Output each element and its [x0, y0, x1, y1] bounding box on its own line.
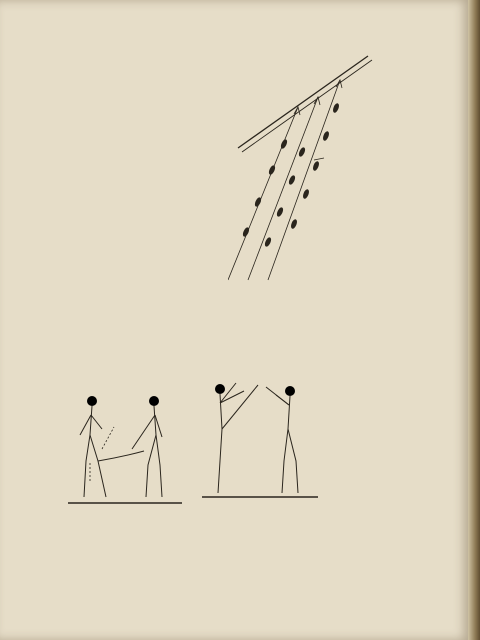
figure-6-diagram: [228, 52, 378, 292]
arrowhead-b: [314, 97, 320, 105]
figure-7-illustration: [62, 365, 322, 525]
bel-pointer: [314, 158, 324, 160]
panel-2-person-b: [266, 386, 298, 493]
bar-line-1: [238, 56, 368, 148]
book-spine: [468, 0, 480, 640]
panel-1-dashed-arrow-diag: [102, 427, 114, 449]
bar-line-2: [242, 60, 372, 152]
track-c-line: [268, 80, 340, 280]
track-b-line: [248, 97, 318, 280]
arrowhead-c: [336, 80, 342, 88]
panel-1-person-a: [80, 396, 106, 497]
panel-1-leg-held: [98, 451, 144, 461]
track-a-line: [228, 107, 298, 280]
panel-2-person-a: [215, 383, 258, 493]
panel-1-person-b: [132, 396, 162, 497]
